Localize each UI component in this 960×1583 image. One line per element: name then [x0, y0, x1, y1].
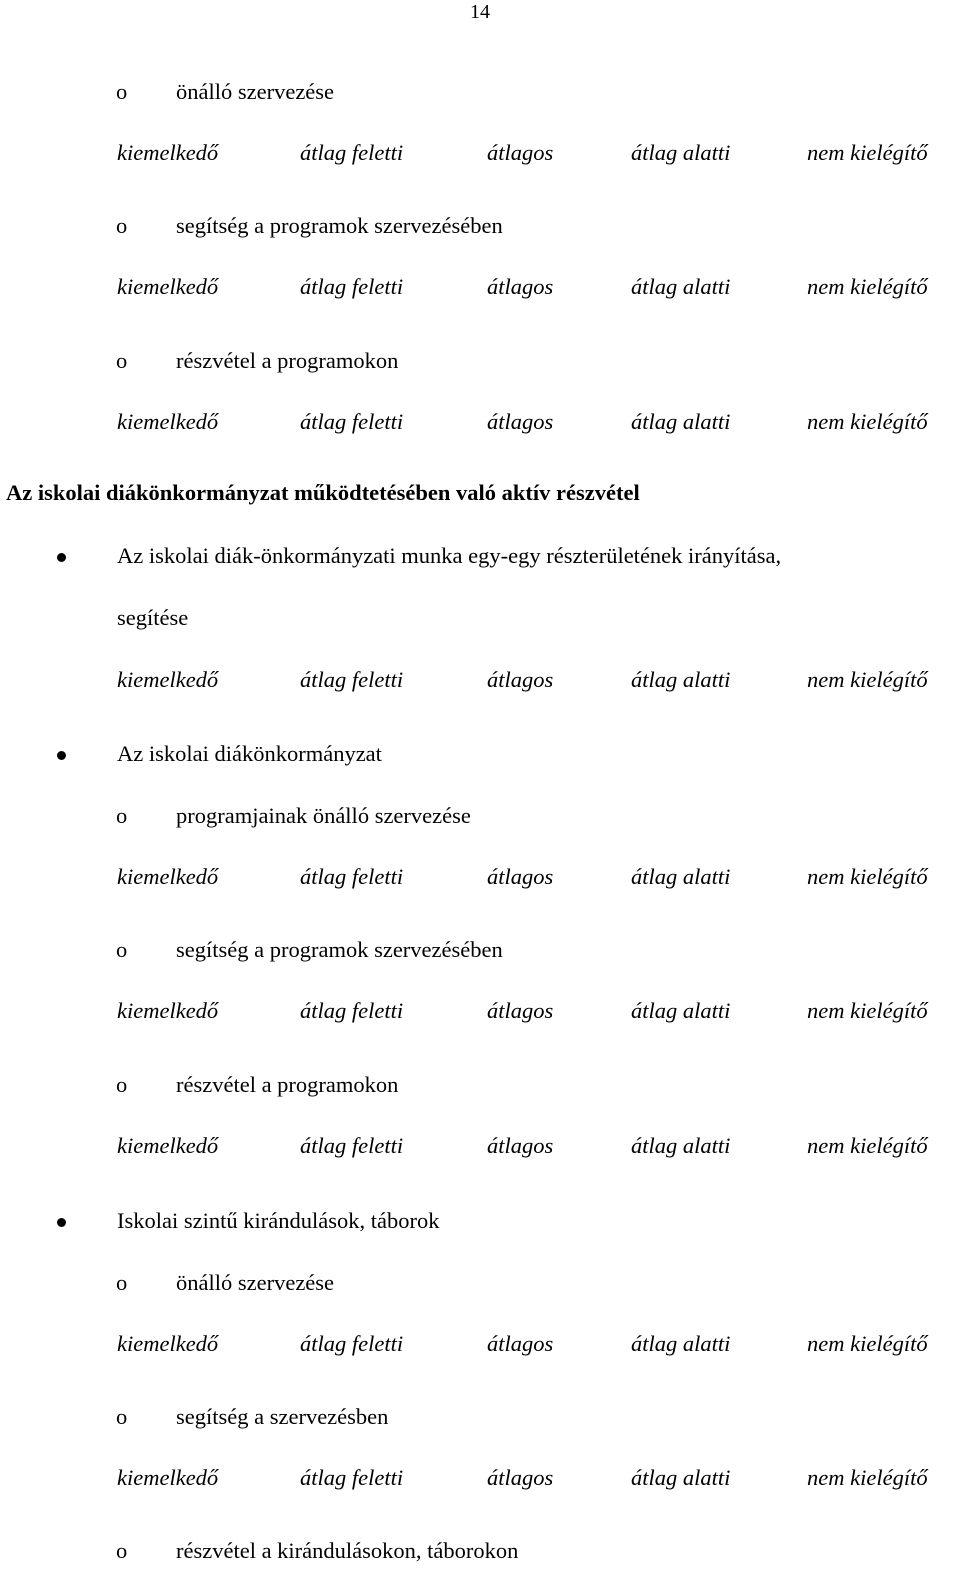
- sub-item-text: segítség a programok szervezésében: [176, 213, 503, 238]
- rating-option: kiemelkedő: [117, 140, 219, 165]
- rating-scale-row: [0, 1467, 960, 1497]
- rating-option: átlagos: [487, 667, 554, 692]
- rating-option: átlag alatti: [631, 864, 731, 889]
- rating-option: átlag alatti: [631, 140, 731, 165]
- bullet-item-text: Az iskolai diákönkormányzat: [117, 741, 382, 766]
- sub-item-text: részvétel a programokon: [176, 1072, 399, 1097]
- rating-option: átlag feletti: [300, 140, 404, 165]
- list-marker-o: o: [116, 79, 128, 104]
- rating-option: kiemelkedő: [117, 864, 219, 889]
- rating-option: kiemelkedő: [117, 1465, 219, 1490]
- rating-option: átlagos: [487, 1331, 554, 1356]
- rating-option: átlag feletti: [300, 1465, 404, 1490]
- rating-option: átlag feletti: [300, 274, 404, 299]
- section-heading: [0, 482, 960, 512]
- sub-item-text: önálló szervezése: [176, 1270, 335, 1295]
- list-marker-o: o: [116, 1404, 128, 1429]
- rating-option: kiemelkedő: [117, 409, 219, 434]
- sub-item: [0, 350, 960, 380]
- rating-option: kiemelkedő: [117, 274, 219, 299]
- bullet-icon: [57, 553, 66, 562]
- sub-item-text: részvétel a kirándulásokon, táborokon: [176, 1538, 519, 1563]
- rating-scale-row: [0, 276, 960, 306]
- rating-option: nem kielégítő: [807, 1133, 928, 1158]
- sub-item: [0, 1540, 960, 1570]
- rating-option: átlagos: [487, 1465, 554, 1490]
- list-marker-o: o: [116, 1270, 128, 1295]
- rating-option: átlagos: [487, 140, 554, 165]
- rating-option: kiemelkedő: [117, 1331, 219, 1356]
- sub-item-text: programjainak önálló szervezése: [176, 803, 471, 828]
- sub-item: [0, 805, 960, 835]
- bullet-item-continuation: [0, 607, 960, 637]
- rating-option: átlagos: [487, 409, 554, 434]
- rating-scale-row: [0, 1135, 960, 1165]
- rating-option: átlag alatti: [631, 409, 731, 434]
- rating-option: nem kielégítő: [807, 864, 928, 889]
- rating-option: átlag feletti: [300, 1331, 404, 1356]
- rating-option: átlag feletti: [300, 998, 404, 1023]
- rating-option: átlag alatti: [631, 667, 731, 692]
- sub-item-text: önálló szervezése: [176, 79, 335, 104]
- bullet-item: [0, 743, 960, 773]
- sub-item-text: részvétel a programokon: [176, 348, 399, 373]
- sub-item: [0, 939, 960, 969]
- rating-option: átlag alatti: [631, 274, 731, 299]
- rating-scale-row: [0, 142, 960, 172]
- rating-scale-row: [0, 866, 960, 896]
- rating-option: átlag alatti: [631, 1465, 731, 1490]
- rating-option: átlag feletti: [300, 864, 404, 889]
- bullet-icon: [57, 751, 66, 760]
- sub-item-text: segítség a programok szervezésében: [176, 937, 503, 962]
- rating-option: nem kielégítő: [807, 1465, 928, 1490]
- rating-option: átlagos: [487, 274, 554, 299]
- bullet-item: [0, 1210, 960, 1240]
- rating-option: kiemelkedő: [117, 667, 219, 692]
- sub-item-text: segítség a szervezésben: [176, 1404, 389, 1429]
- list-marker-o: o: [116, 1538, 128, 1563]
- page-number: 14: [470, 1, 490, 23]
- rating-option: átlag alatti: [631, 1331, 731, 1356]
- bullet-item: [0, 545, 960, 575]
- bullet-item-text: segítése: [117, 605, 189, 630]
- rating-option: nem kielégítő: [807, 1331, 928, 1356]
- rating-option: átlagos: [487, 1133, 554, 1158]
- list-marker-o: o: [116, 803, 128, 828]
- rating-option: átlag alatti: [631, 998, 731, 1023]
- rating-scale-row: [0, 1000, 960, 1030]
- rating-option: nem kielégítő: [807, 140, 928, 165]
- rating-option: kiemelkedő: [117, 998, 219, 1023]
- section-heading-text: Az iskolai diákönkormányzat működtetésében való aktív részvétel: [6, 480, 640, 505]
- sub-item: [0, 1272, 960, 1302]
- list-marker-o: o: [116, 348, 128, 373]
- sub-item: [0, 1406, 960, 1436]
- rating-option: nem kielégítő: [807, 274, 928, 299]
- list-marker-o: o: [116, 213, 128, 238]
- rating-option: nem kielégítő: [807, 667, 928, 692]
- rating-scale-row: [0, 411, 960, 441]
- bullet-item-text: Az iskolai diák-önkormányzati munka egy-egy részterületének irányítása,: [117, 543, 782, 568]
- sub-item: [0, 1074, 960, 1104]
- rating-option: átlag alatti: [631, 1133, 731, 1158]
- rating-option: átlag feletti: [300, 667, 404, 692]
- rating-option: átlagos: [487, 998, 554, 1023]
- bullet-icon: [57, 1218, 66, 1227]
- list-marker-o: o: [116, 937, 128, 962]
- list-marker-o: o: [116, 1072, 128, 1097]
- rating-option: átlagos: [487, 864, 554, 889]
- rating-scale-row: [0, 1333, 960, 1363]
- rating-option: nem kielégítő: [807, 409, 928, 434]
- rating-option: kiemelkedő: [117, 1133, 219, 1158]
- rating-option: nem kielégítő: [807, 998, 928, 1023]
- sub-item: [0, 81, 960, 111]
- rating-scale-row: [0, 669, 960, 699]
- bullet-item-text: Iskolai szintű kirándulások, táborok: [117, 1208, 440, 1233]
- rating-option: átlag feletti: [300, 409, 404, 434]
- sub-item: [0, 215, 960, 245]
- rating-option: átlag feletti: [300, 1133, 404, 1158]
